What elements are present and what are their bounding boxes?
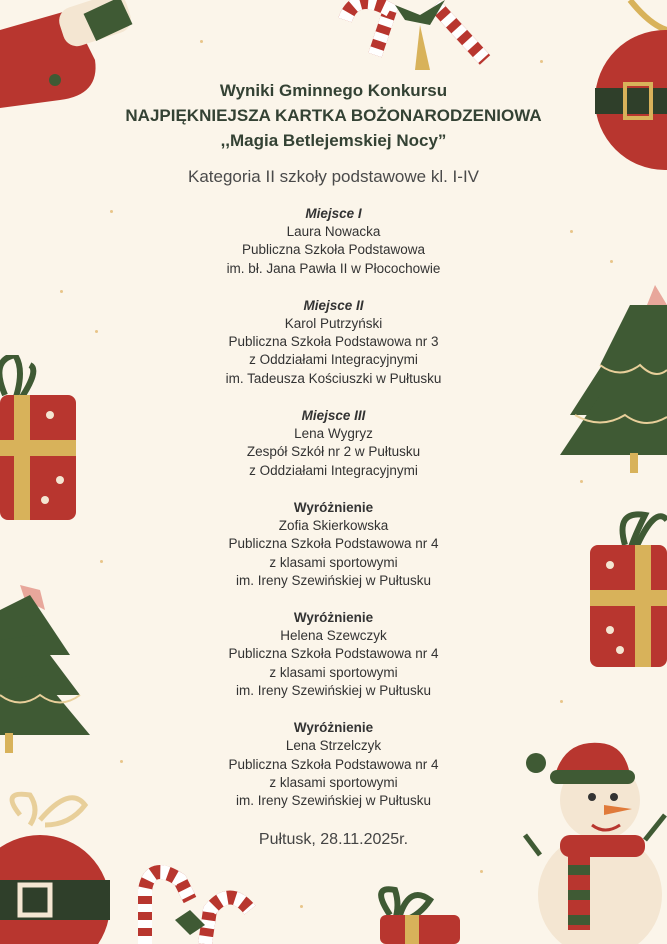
candy-cane-icon	[135, 865, 260, 944]
winner-name: Karol Putrzyński	[284, 315, 383, 331]
gift-box-icon	[350, 885, 460, 944]
school-line: im. Ireny Szewińskiej w Pułtusku	[235, 572, 432, 588]
place-and-date: Pułtusk, 28.11.2025r.	[258, 830, 409, 848]
winner-name: Zofia Skierkowska	[278, 517, 389, 533]
place-label: Wyróżnienie	[293, 610, 374, 626]
school-line: im. Ireny Szewińskiej w Pułtusku	[235, 793, 432, 809]
title-line-2: NAJPIĘKNIEJSZA KARTKA BOŻONARODZENIOWA	[125, 106, 542, 125]
ornament-ball-icon	[590, 0, 667, 170]
winner-name: Lena Strzelczyk	[285, 738, 382, 754]
school-line: z Oddziałami Integracyjnymi	[249, 462, 418, 478]
title-line-1: Wyniki Gminnego Konkursu	[219, 81, 448, 100]
school-line: z klasami sportowymi	[269, 774, 398, 790]
candy-cane-icon	[335, 0, 505, 75]
title-line-3: ,,Magia Betlejemskiej Nocy”	[220, 131, 447, 150]
school-line: im. bł. Jana Pawła II w Płocochowie	[226, 260, 441, 276]
winner-name: Laura Nowacka	[286, 224, 381, 239]
gift-box-icon	[585, 505, 667, 670]
school-line: im. Ireny Szewińskiej w Pułtusku	[235, 683, 432, 699]
gift-box-icon	[0, 355, 80, 525]
result-entry	[120, 407, 547, 480]
school-line: z Oddziałami Integracyjnymi	[249, 352, 418, 368]
place-label: Miejsce III	[301, 408, 366, 424]
place-label: Wyróżnienie	[293, 720, 374, 736]
category-heading: Kategoria II szkoły podstawowe kl. I-IV	[187, 167, 480, 186]
school-line: Publiczna Szkoła Podstawowa nr 3	[228, 334, 439, 350]
school-line: Publiczna Szkoła Podstawowa nr 4	[228, 756, 439, 772]
christmas-tree-icon	[0, 585, 90, 755]
school-line: z klasami sportowymi	[269, 554, 398, 570]
christmas-tree-icon	[560, 285, 667, 475]
result-entry	[120, 499, 547, 590]
result-entry	[120, 719, 547, 810]
results-document	[120, 78, 547, 849]
place-label: Miejsce II	[303, 297, 364, 313]
place-label: Miejsce I	[305, 206, 362, 221]
school-line: z klasami sportowymi	[269, 664, 398, 680]
school-line: Publiczna Szkoła Podstawowa nr 4	[228, 646, 439, 662]
winner-name: Lena Wygryz	[294, 426, 373, 442]
result-entry	[120, 205, 547, 278]
place-label: Wyróżnienie	[293, 499, 374, 515]
winner-name: Helena Szewczyk	[280, 628, 387, 644]
school-line: Publiczna Szkoła Podstawowa	[241, 242, 426, 258]
bell-bow-icon	[0, 785, 115, 944]
result-entry	[120, 297, 547, 388]
school-line: Publiczna Szkoła Podstawowa nr 4	[228, 536, 439, 552]
result-entry	[120, 609, 547, 700]
school-line: im. Tadeusza Kościuszki w Pułtusku	[225, 370, 442, 386]
school-line: Zespół Szkół nr 2 w Pułtusku	[246, 444, 421, 460]
